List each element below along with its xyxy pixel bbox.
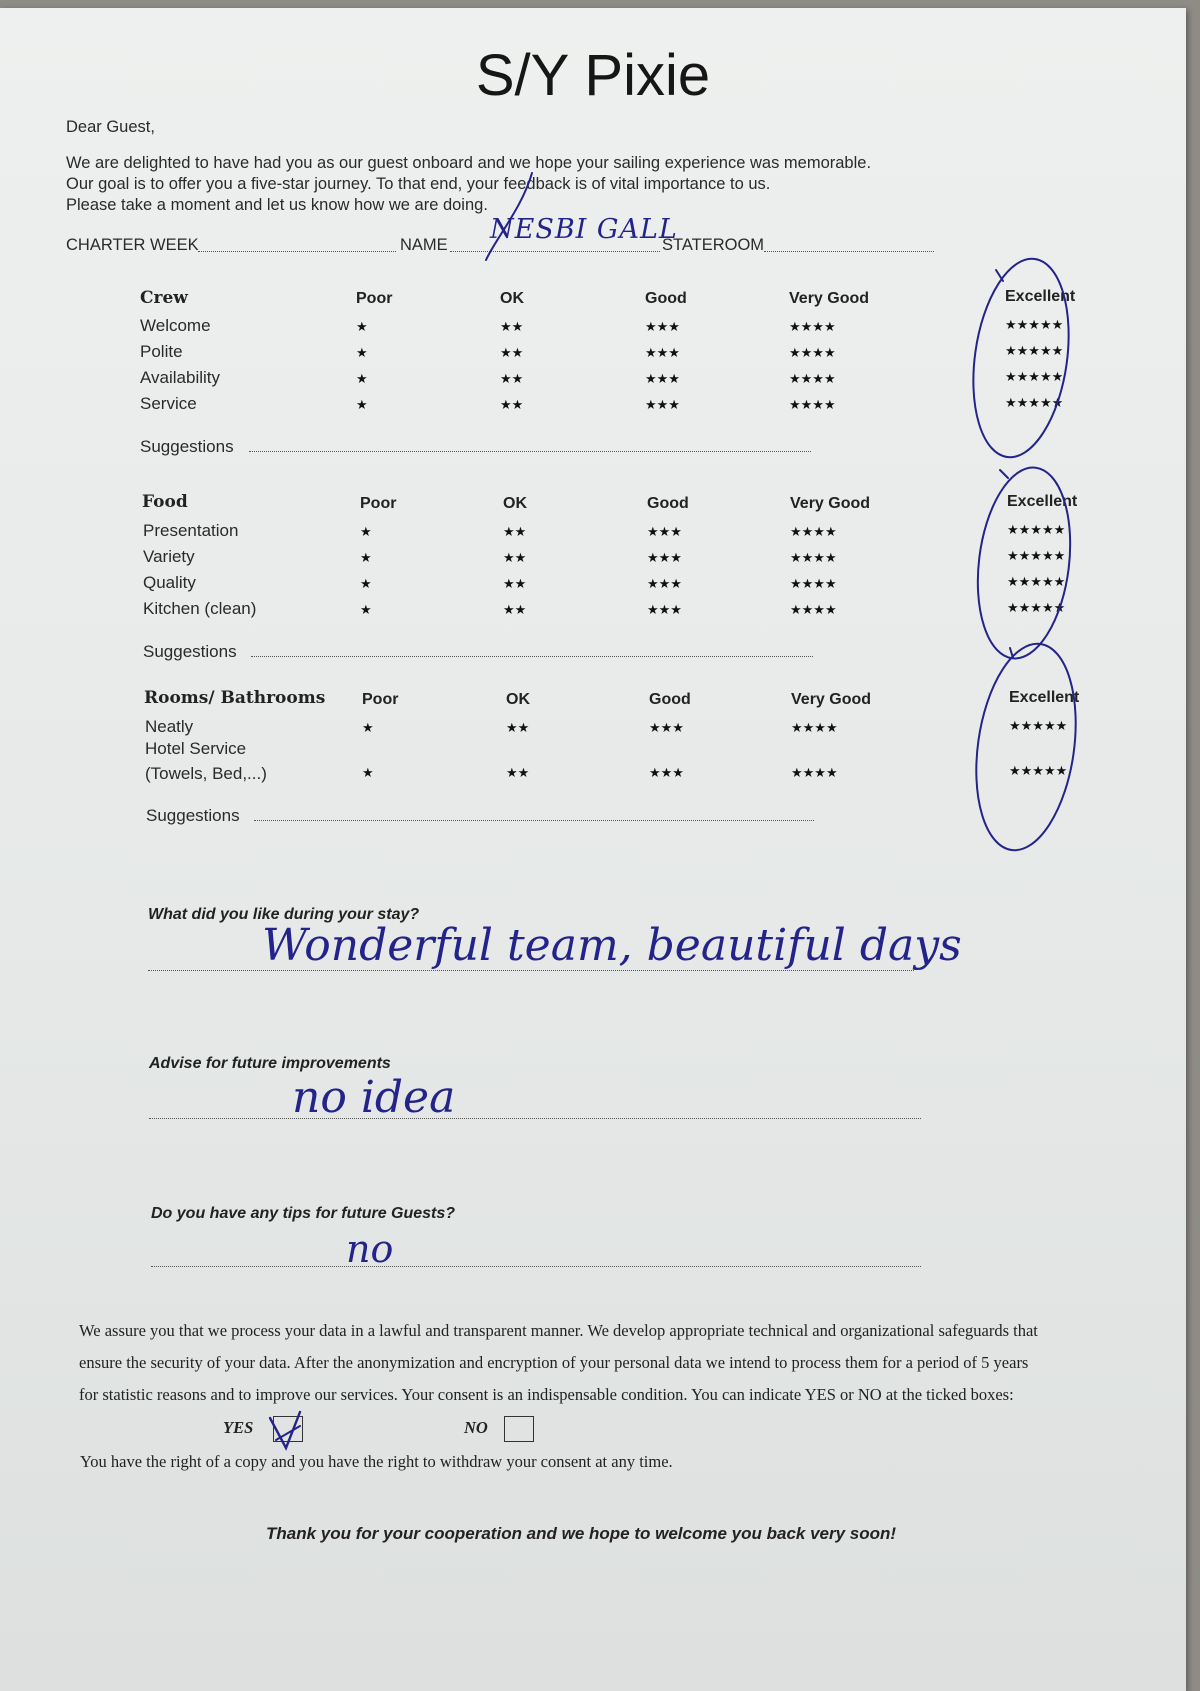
row-label-hotel-service: Hotel Service (145, 739, 247, 758)
rating-very-good[interactable]: ★★★★ (791, 765, 838, 780)
rating-very-good[interactable]: ★★★★ (791, 720, 838, 735)
row-label-kitchen: Kitchen (clean) (143, 599, 257, 618)
col-ok: OK (500, 290, 524, 307)
form-title: S/Y Pixie (475, 43, 711, 108)
suggestions-field-rooms[interactable] (254, 820, 814, 821)
col-very-good: Very Good (789, 290, 870, 307)
col-ok: OK (503, 495, 527, 512)
question-liked: What did you like during your stay? (148, 906, 420, 923)
rating-good[interactable]: ★★★ (647, 550, 682, 565)
rating-good[interactable]: ★★★ (645, 397, 680, 412)
question-improvements: Advise for future improvements (149, 1055, 391, 1072)
rating-ok[interactable]: ★★ (503, 550, 527, 565)
rating-very-good[interactable]: ★★★★ (789, 397, 836, 412)
rating-excellent[interactable]: ★★★★★ (1005, 369, 1064, 384)
name-field[interactable] (450, 251, 660, 252)
rating-excellent[interactable]: ★★★★★ (1009, 718, 1068, 733)
col-poor: Poor (356, 290, 393, 307)
answer-improvements-handwritten: no idea (292, 1072, 456, 1123)
section-heading-crew: Crew (140, 288, 188, 308)
rating-ok[interactable]: ★★ (503, 524, 527, 539)
rating-poor[interactable]: ★ (356, 397, 368, 412)
charter-week-label: CHARTER WEEK (66, 236, 199, 254)
rating-excellent[interactable]: ★★★★★ (1005, 343, 1064, 358)
rights-statement: You have the right of a copy and you have the right to withdraw your consent at any time. (80, 1452, 673, 1471)
ink-stroke (1000, 470, 1008, 478)
col-good: Good (649, 691, 691, 708)
rating-ok[interactable]: ★★ (503, 602, 527, 617)
name-handwritten: NESBI GALL (490, 214, 678, 245)
charter-week-field[interactable] (198, 251, 396, 252)
rating-poor[interactable]: ★ (360, 602, 372, 617)
consent-no-label: NO (464, 1418, 488, 1437)
col-very-good: Very Good (790, 495, 871, 512)
suggestions-label-food: Suggestions (143, 642, 237, 661)
legal-line-2: ensure the security of your data. After the anonymization and encryption of your personal data we intend to process them for a period of 5 years (79, 1353, 1029, 1372)
rating-poor[interactable]: ★ (356, 371, 368, 386)
section-heading-rooms: Rooms/ Bathrooms (144, 688, 326, 708)
suggestions-label-crew: Suggestions (140, 437, 234, 456)
rating-very-good[interactable]: ★★★★ (790, 576, 837, 591)
rating-good[interactable]: ★★★ (649, 765, 684, 780)
rating-ok[interactable]: ★★ (500, 397, 524, 412)
rating-excellent[interactable]: ★★★★★ (1007, 522, 1066, 537)
row-label-quality: Quality (143, 573, 196, 592)
rating-good[interactable]: ★★★ (649, 720, 684, 735)
legal-line-1: We assure you that we process your data in a lawful and transparent manner. We develop appropriate technical and organizational safeguards that (79, 1321, 1038, 1340)
rating-poor[interactable]: ★ (356, 345, 368, 360)
greeting: Dear Guest, (66, 118, 155, 136)
rating-good[interactable]: ★★★ (645, 319, 680, 334)
answer-field-improvements[interactable] (149, 1118, 921, 1119)
section-heading-food: Food (142, 492, 188, 512)
rating-excellent[interactable]: ★★★★★ (1009, 763, 1068, 778)
rating-ok[interactable]: ★★ (500, 319, 524, 334)
rating-good[interactable]: ★★★ (647, 524, 682, 539)
col-excellent: Excellent (1009, 689, 1080, 706)
rating-very-good[interactable]: ★★★★ (790, 602, 837, 617)
row-label-variety: Variety (143, 547, 195, 566)
rating-very-good[interactable]: ★★★★ (789, 371, 836, 386)
rating-ok[interactable]: ★★ (500, 345, 524, 360)
rating-very-good[interactable]: ★★★★ (790, 550, 837, 565)
col-excellent: Excellent (1007, 493, 1078, 510)
rating-excellent[interactable]: ★★★★★ (1005, 317, 1064, 332)
question-tips: Do you have any tips for future Guests? (151, 1205, 456, 1222)
col-poor: Poor (362, 691, 399, 708)
rating-poor[interactable]: ★ (362, 720, 374, 735)
consent-yes-label: YES (223, 1418, 254, 1437)
suggestions-field-food[interactable] (251, 656, 813, 657)
consent-yes-checkbox[interactable] (273, 1416, 303, 1442)
rating-poor[interactable]: ★ (360, 524, 372, 539)
closing-message: Thank you for your cooperation and we hope to welcome you back very soon! (266, 1524, 897, 1543)
col-excellent: Excellent (1005, 288, 1076, 305)
col-ok: OK (506, 691, 530, 708)
rating-excellent[interactable]: ★★★★★ (1005, 395, 1064, 410)
suggestions-label-rooms: Suggestions (146, 806, 240, 825)
rating-excellent[interactable]: ★★★★★ (1007, 574, 1066, 589)
answer-field-tips[interactable] (151, 1266, 921, 1267)
rating-poor[interactable]: ★ (360, 576, 372, 591)
name-label: NAME (400, 236, 448, 254)
ink-stroke (1010, 648, 1013, 658)
rating-very-good[interactable]: ★★★★ (789, 345, 836, 360)
stateroom-field[interactable] (764, 251, 934, 252)
row-label-presentation: Presentation (143, 521, 239, 540)
ink-stroke (996, 270, 1003, 281)
rating-ok[interactable]: ★★ (506, 720, 530, 735)
col-good: Good (647, 495, 689, 512)
intro-line-3: Please take a moment and let us know how we are doing. (66, 196, 488, 214)
consent-no-checkbox[interactable] (504, 1416, 534, 1442)
stateroom-label: STATEROOM (662, 236, 765, 254)
rating-poor[interactable]: ★ (362, 765, 374, 780)
col-very-good: Very Good (791, 691, 872, 708)
suggestions-field-crew[interactable] (249, 451, 811, 452)
row-label-availability: Availability (140, 368, 221, 387)
col-good: Good (645, 290, 687, 307)
answer-liked-handwritten: Wonderful team, beautiful days (262, 920, 962, 971)
row-label-welcome: Welcome (140, 316, 211, 335)
rating-ok[interactable]: ★★ (506, 765, 530, 780)
rating-excellent[interactable]: ★★★★★ (1007, 548, 1066, 563)
rating-poor[interactable]: ★ (356, 319, 368, 334)
intro-line-1: We are delighted to have had you as our guest onboard and we hope your sailing experience was memorable. (66, 154, 872, 172)
answer-tips-handwritten: no (346, 1227, 394, 1271)
excellent-circle-rooms (964, 637, 1088, 856)
rating-very-good[interactable]: ★★★★ (789, 319, 836, 334)
rating-very-good[interactable]: ★★★★ (790, 524, 837, 539)
rating-good[interactable]: ★★★ (645, 371, 680, 386)
feedback-form-page (0, 8, 1186, 1691)
rating-good[interactable]: ★★★ (645, 345, 680, 360)
row-label-neatly: Neatly (145, 717, 194, 736)
row-label-polite: Polite (140, 342, 183, 361)
rating-good[interactable]: ★★★ (647, 602, 682, 617)
rating-ok[interactable]: ★★ (500, 371, 524, 386)
row-label-service: Service (140, 394, 197, 413)
intro-line-2: Our goal is to offer you a five-star journey. To that end, your feedback is of vital importance to us. (66, 175, 771, 193)
rating-good[interactable]: ★★★ (647, 576, 682, 591)
handwritten-marks (0, 8, 1186, 1691)
row-label-towels-bed: (Towels, Bed,...) (145, 764, 267, 783)
col-poor: Poor (360, 495, 397, 512)
legal-line-3: for statistic reasons and to improve our services. Your consent is an indispensable condition. You can indicate YES or NO at the ticked boxes: (79, 1385, 1014, 1404)
rating-excellent[interactable]: ★★★★★ (1007, 600, 1066, 615)
rating-poor[interactable]: ★ (360, 550, 372, 565)
rating-ok[interactable]: ★★ (503, 576, 527, 591)
